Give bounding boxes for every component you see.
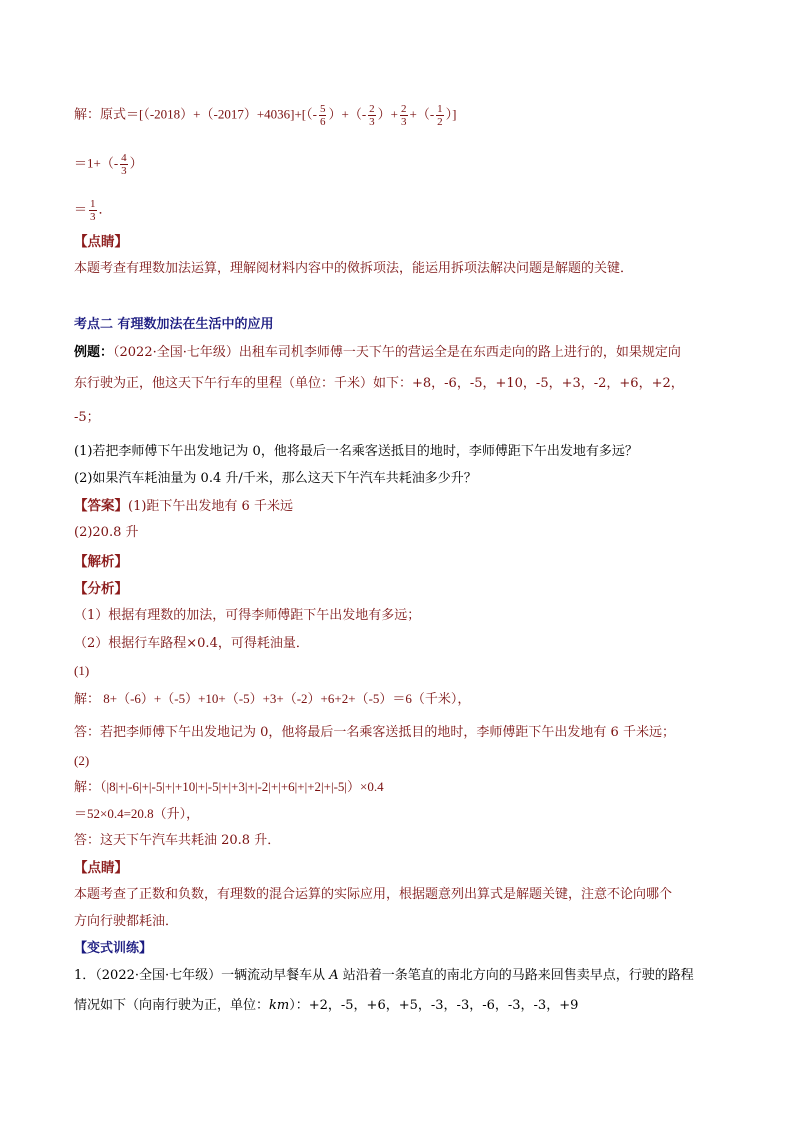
- part-1-label: (1): [74, 663, 90, 678]
- answer-line2: (2)20.8 升: [74, 525, 139, 540]
- answer-text: (1)距下午出发地有 6 千米远: [128, 499, 293, 514]
- fraction-numerator: 5: [319, 103, 326, 115]
- fraction-denominator: 3: [121, 165, 127, 177]
- answer-line1: [74, 496, 293, 517]
- variable-a: A: [329, 968, 339, 983]
- part-2-answer: 答：这天下午汽车共耗油 20.8 升．: [74, 833, 281, 848]
- fenxi-tag: 【分析】: [74, 581, 128, 597]
- fraction-numerator: 1: [90, 198, 96, 210]
- solution1-line3: [74, 198, 112, 223]
- dianjing-tag: 【点睛】: [74, 234, 128, 250]
- example-line1: [74, 343, 681, 363]
- unit-km: km: [269, 998, 290, 1013]
- example-label: 例题：: [74, 345, 114, 360]
- part-2-label: (2): [74, 753, 90, 768]
- dianjing-text-2b: 方向行驶都耗油．: [74, 914, 179, 929]
- question-2: (2)如果汽车耗油量为 0.4 升/千米，那么这天下午汽车共耗油多少升？: [74, 471, 477, 486]
- fraction-denominator: 3: [90, 211, 96, 223]
- fraction-denominator: 3: [369, 116, 375, 128]
- solution1-text: ）: [129, 155, 143, 171]
- fraction: [436, 103, 444, 128]
- solution1-text: 解：原式＝[（-2018）+（-2017）+4036]+[（-: [74, 106, 317, 122]
- part-1-calc: 解： 8+（-6）+（-5）+10+（-5）+3+（-2）+6+2+（-5）＝6（千米），: [74, 691, 471, 706]
- practice-text: 站沿着一条笔直的南北方向的马路来回售卖早点，行驶的路程: [338, 968, 694, 983]
- solution1-line1: [74, 103, 457, 128]
- solution1-text: ）+: [377, 106, 398, 122]
- fraction-denominator: 3: [401, 116, 407, 128]
- solution1-text: ＝: [74, 201, 88, 217]
- fraction-numerator: 1: [437, 103, 443, 115]
- solution1-text: ．: [98, 201, 112, 217]
- fraction: [368, 103, 376, 128]
- fenxi-point-2: （2）根据行车路程×0.4，可得耗油量．: [74, 636, 309, 651]
- fraction: [400, 103, 408, 128]
- solution1-text: ＝1+（-: [74, 155, 119, 171]
- part-2-result: ＝52×0.4=20.8（升），: [74, 806, 200, 821]
- example-line3: -5；: [74, 410, 100, 425]
- part-2-calc: 解：（|8|+|-6|+|-5|+|+10|+|-5|+|+3|+|-2|+|+6|+|+2|+|-5|）×0.4: [74, 779, 384, 794]
- dianjing-text-2a: 本题考查了正数和负数，有理数的混合运算的实际应用，根据题意列出算式是解题关键，注意不论向哪个: [74, 887, 673, 902]
- part-1-answer: 答：若把李师傅下午出发地记为 0，他将最后一名乘客送抵目的地时，李师傅距下午出发地有 6 千米远；: [74, 725, 675, 740]
- fraction-numerator: 2: [369, 103, 375, 115]
- solution1-line2: [74, 152, 143, 177]
- example-text: （2022·全国·七年级）出租车司机李师傅一天下午的营运全是在东西走向的路上进行的，如果规定向: [113, 345, 681, 360]
- solution1-text: +（-: [409, 106, 435, 122]
- solution1-text: ）]: [445, 106, 457, 122]
- practice-text: ）：+2，-5，+6，+5，-3，-3，-6，-3，-3，+9: [289, 998, 579, 1013]
- dianjing-text: 本题考查有理数加法运算，理解阅材料内容中的傚拆项法，能运用拆项法解决问题是解题的关键．: [74, 261, 634, 276]
- fraction: [319, 103, 327, 128]
- jiexi-tag: 【解析】: [74, 554, 128, 570]
- fraction: [120, 152, 128, 177]
- fraction-numerator: 4: [121, 152, 127, 164]
- section-heading: 考点二 有理数加法在生活中的应用: [74, 317, 274, 332]
- practice-line2: [74, 996, 578, 1016]
- practice-text: 情况如下（向南行驶为正，单位：: [74, 998, 270, 1013]
- fraction-denominator: 6: [319, 116, 326, 128]
- fraction-denominator: 2: [437, 116, 443, 128]
- answer-tag: 【答案】: [74, 498, 128, 514]
- practice-line1: [74, 966, 694, 986]
- practice-tag: 【变式训练】: [74, 941, 153, 956]
- fraction-numerator: 2: [401, 103, 407, 115]
- practice-text: 1．（2022·全国·七年级）一辆流动早餐车从: [74, 968, 330, 983]
- dianjing-tag-2: 【点睛】: [74, 860, 128, 876]
- question-1: (1)若把李师傅下午出发地记为 0，他将最后一名乘客送抵目的地时，李师傅距下午出发地有多远？: [74, 444, 638, 459]
- example-line2: 东行驶为正，他这天下午行车的里程（单位：千米）如下：+8，-6，-5，+10，-5，+3，-2，+6，+2，: [74, 376, 684, 391]
- fenxi-point-1: （1）根据有理数的加法，可得李师傅距下午出发地有多远；: [74, 608, 421, 623]
- solution1-text: ）+（-: [328, 106, 367, 122]
- fraction: [89, 198, 97, 223]
